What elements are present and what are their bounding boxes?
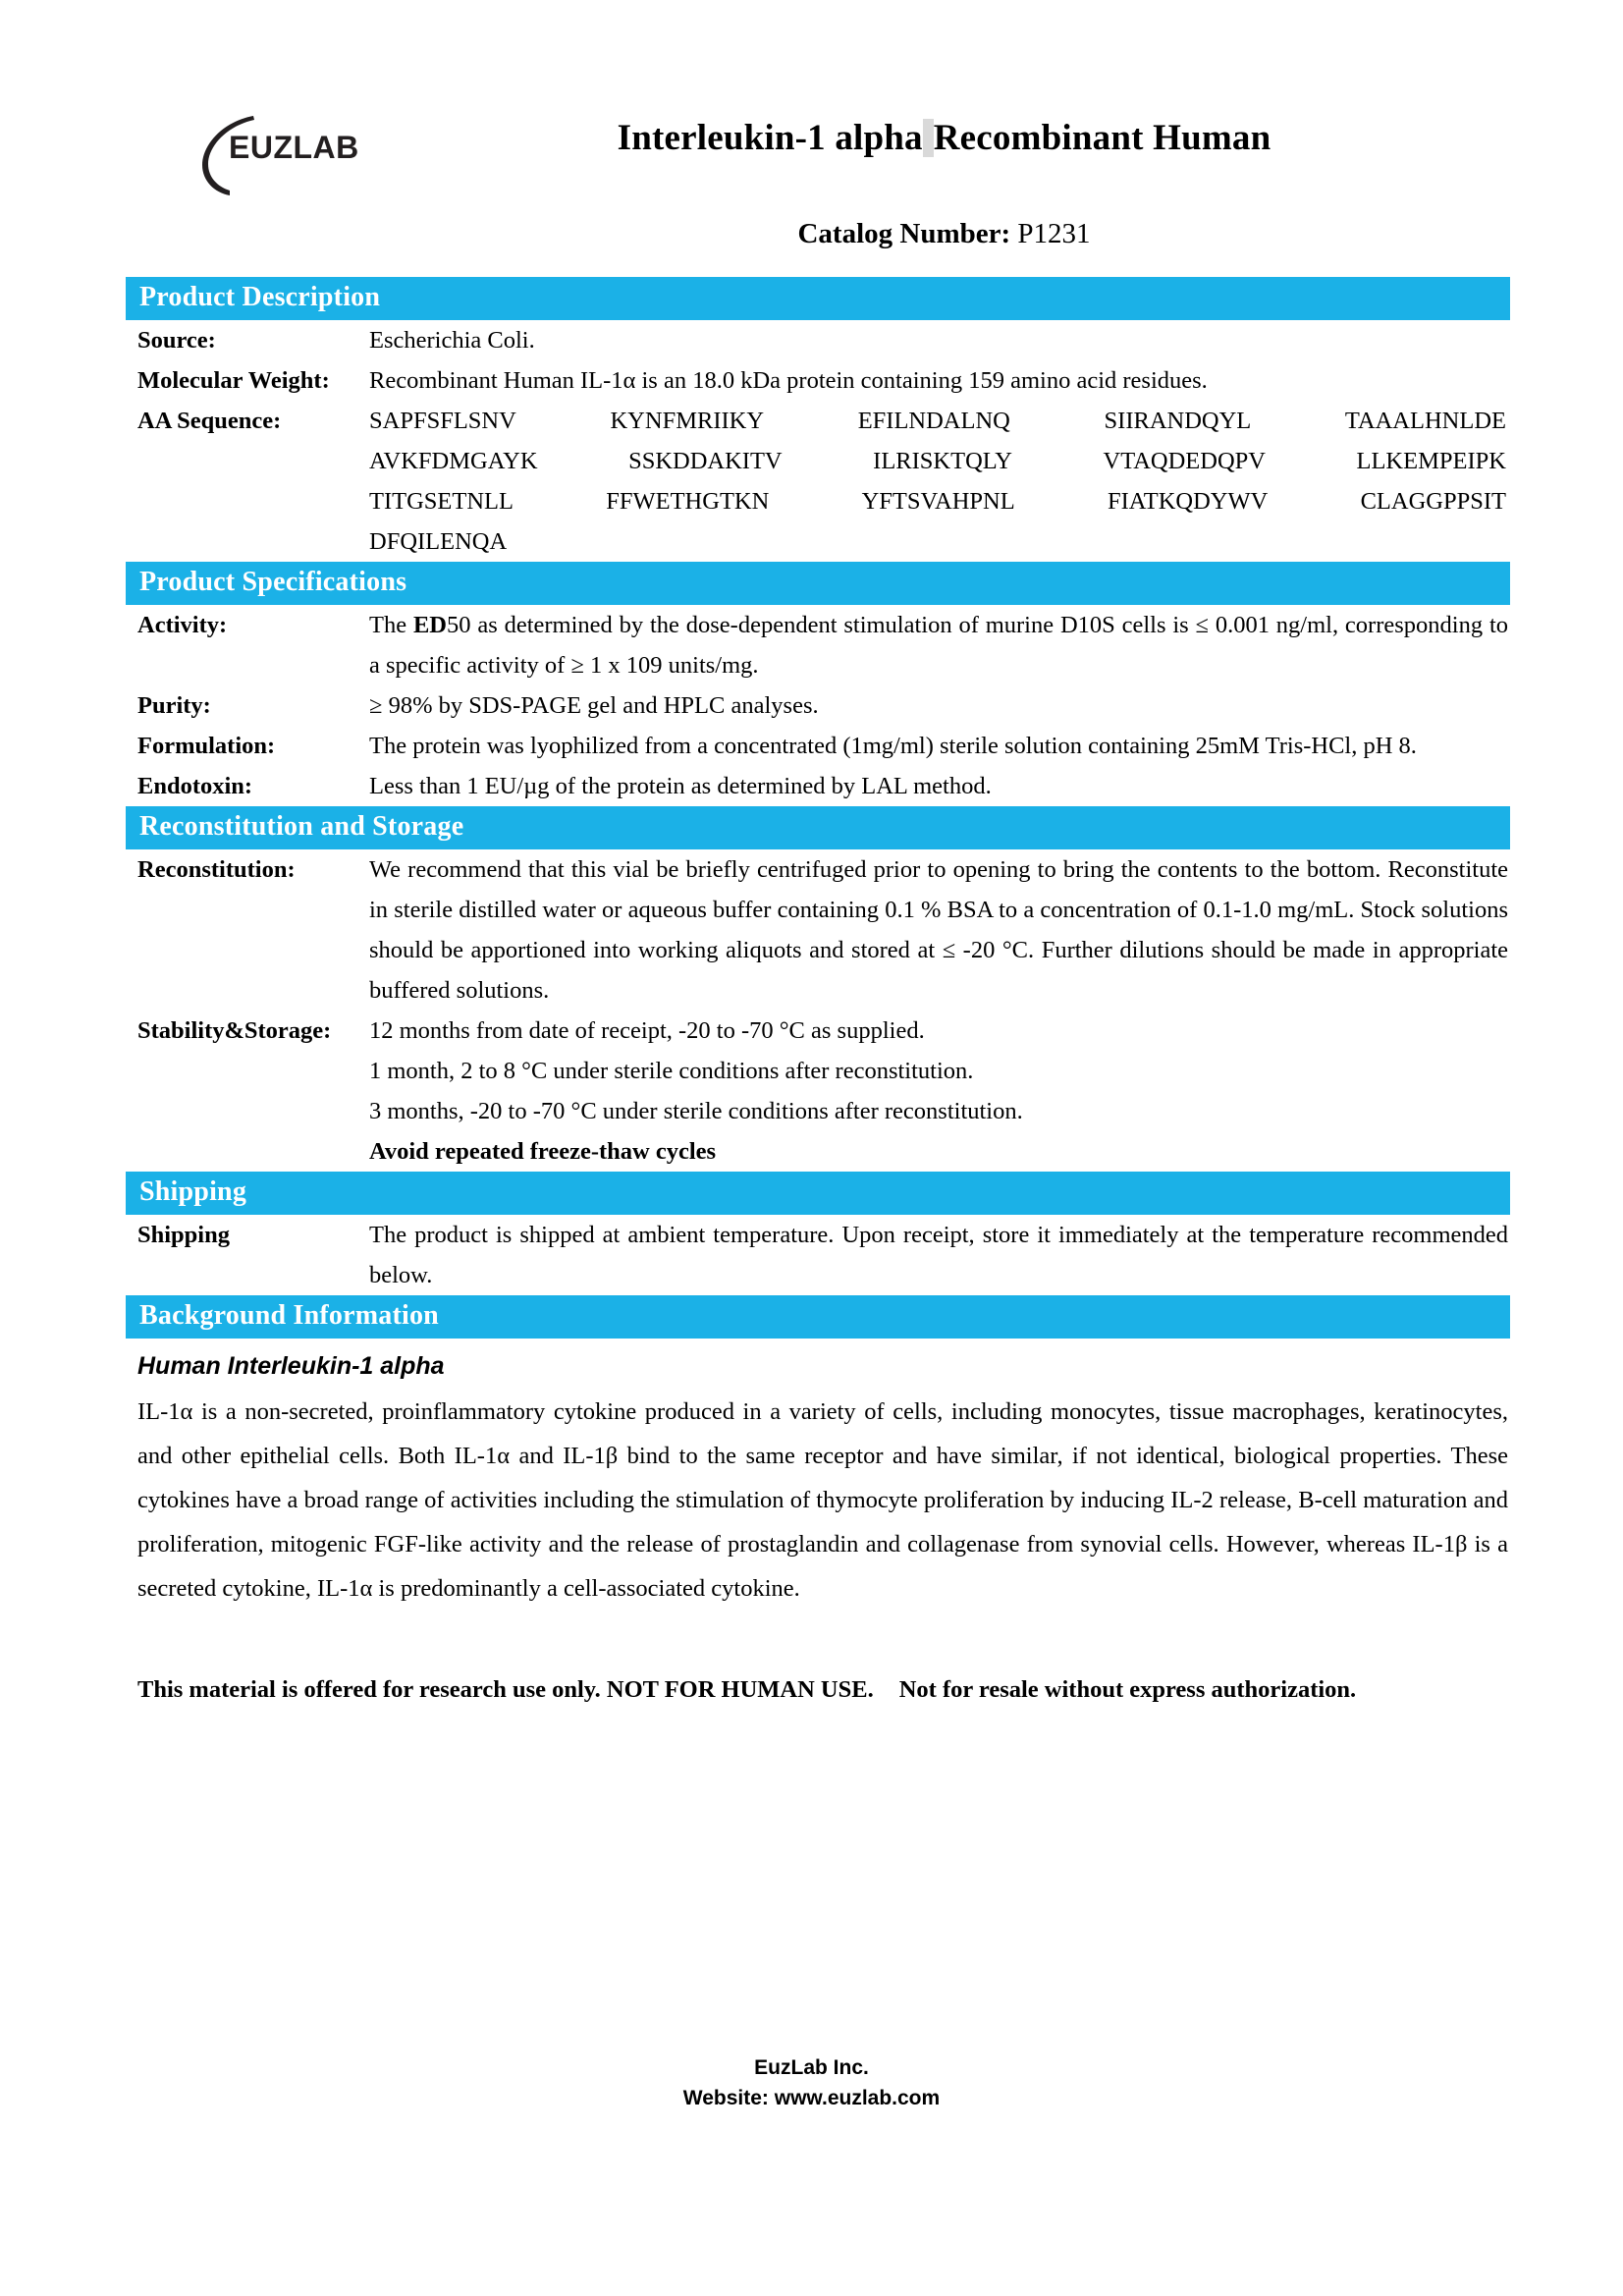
disclaimer-part2: Not for resale without express authorization. <box>898 1676 1357 1703</box>
row-shipping-value: The product is shipped at ambient temperature. Upon receipt, store it immediately at the temperature recommended below. <box>369 1222 1508 1288</box>
aa-sequence-line <box>369 401 1508 441</box>
row-reconstitution-value: We recommend that this vial be briefly centrifuged prior to opening to bring the contents to the bottom. Reconstitute in sterile distilled water or aqueous buffer containing 0.1 % BSA to a concentration of 0.1-1.0 mg/mL. Stock solutions should be apportioned into working aliquots and stored at ≤ -20 °C. Further dilutions should be made in appropriate buffered solutions. <box>369 856 1508 1004</box>
catalog-number-label: Catalog Number: <box>797 218 1011 249</box>
row-purity <box>126 685 1510 726</box>
title-analyte: Interleukin-1 alpha <box>617 118 923 158</box>
stability-line: 3 months, -20 to -70 °C under sterile conditions after reconstitution. <box>369 1098 1023 1124</box>
page-footer <box>0 2052 1623 2113</box>
aa-chunk: LLKEMPEIPK <box>1356 448 1506 474</box>
catalog-number-value: P1231 <box>1017 218 1091 249</box>
row-aa-sequence-label: AA Sequence: <box>137 408 282 434</box>
row-endotoxin-value: Less than 1 EU/µg of the protein as determined by LAL method. <box>369 773 992 799</box>
activity-ed-bold: ED <box>412 612 447 638</box>
page-header <box>126 0 1497 249</box>
section-header-product-description: Product Description <box>126 277 1510 320</box>
section-header-reconstitution-storage: Reconstitution and Storage <box>126 806 1510 849</box>
row-source-label: Source: <box>137 327 216 354</box>
row-reconstitution <box>126 849 1510 1011</box>
row-activity-label: Activity: <box>137 612 228 638</box>
aa-chunk: TITGSETNLL <box>369 488 514 515</box>
row-activity <box>126 605 1510 685</box>
aa-chunk: CLAGGPPSIT <box>1360 488 1506 515</box>
background-subheading: Human Interleukin-1 alpha <box>137 1352 445 1380</box>
row-activity-value <box>369 605 1510 685</box>
aa-sequence-line: DFQILENQA <box>369 528 508 555</box>
aa-chunk: EFILNDALNQ <box>857 408 1010 434</box>
row-formulation-label: Formulation: <box>137 733 276 759</box>
page-title <box>391 118 1497 160</box>
aa-chunk: AVKFDMGAYK <box>369 448 538 474</box>
section-header-background-information: Background Information <box>126 1295 1510 1339</box>
row-shipping-label: Shipping <box>137 1222 230 1248</box>
aa-chunk: FFWETHGTKN <box>606 488 770 515</box>
row-aa-sequence <box>126 401 1510 562</box>
row-purity-label: Purity: <box>137 692 211 719</box>
row-aa-sequence-value <box>369 401 1510 562</box>
footer-website: Website: www.euzlab.com <box>682 2087 941 2109</box>
aa-chunk: SSKDDAKITV <box>628 448 783 474</box>
row-stability-storage-value <box>369 1011 1510 1172</box>
logo-wordmark: EUZLAB <box>229 130 359 165</box>
footer-company: EuzLab Inc. <box>754 2056 869 2079</box>
row-purity-value: ≥ 98% by SDS-PAGE gel and HPLC analyses. <box>369 692 819 719</box>
section-header-product-specifications: Product Specifications <box>126 562 1510 605</box>
title-highlight-gap <box>923 119 934 157</box>
aa-chunk: SIIRANDQYL <box>1104 408 1252 434</box>
aa-sequence-line <box>369 481 1508 521</box>
disclaimer-part1: This material is offered for research use only. NOT FOR HUMAN USE. <box>137 1676 874 1703</box>
row-stability-storage-label: Stability&Storage: <box>137 1017 332 1044</box>
aa-chunk: SAPFSFLSNV <box>369 408 516 434</box>
row-endotoxin <box>126 766 1510 806</box>
background-paragraph: IL-1α is a non-secreted, proinflammatory cytokine produced in a variety of cells, including monocytes, tissue macrophages, keratinocytes, and other epithelial cells. Both IL-1α and IL-1β bind to the same receptor and have similar, if not identical, biological properties. These cytokines have a broad range of activities including the stimulation of thymocyte proliferation by inducing IL-2 release, B-cell maturation and proliferation, mitogenic FGF-like activity and the release of prostaglandin and collagenase from synovial cells. However, whereas IL-1β is a secreted cytokine, IL-1α is predominantly a cell-associated cytokine. <box>137 1398 1508 1602</box>
euzlab-logo <box>185 106 381 196</box>
title-suffix: Recombinant Human <box>933 118 1271 158</box>
aa-chunk: VTAQDEDQPV <box>1103 448 1266 474</box>
stability-line: 1 month, 2 to 8 °C under sterile conditions after reconstitution. <box>369 1058 974 1084</box>
row-reconstitution-label: Reconstitution: <box>137 856 296 883</box>
activity-rest: 50 as determined by the dose-dependent stimulation of murine D10S cells is ≤ 0.001 ng/ml, corresponding to a specific activity of ≥ 1 x 109 units/mg. <box>369 612 1508 679</box>
stability-line: 12 months from date of receipt, -20 to -70 °C as supplied. <box>369 1017 925 1044</box>
row-molecular-weight-label: Molecular Weight: <box>137 367 330 394</box>
datasheet-body <box>126 277 1510 1712</box>
row-endotoxin-label: Endotoxin: <box>137 773 253 799</box>
row-molecular-weight-value: Recombinant Human IL-1α is an 18.0 kDa protein containing 159 amino acid residues. <box>369 367 1208 394</box>
aa-chunk: FIATKQDYWV <box>1107 488 1269 515</box>
row-source-value: Escherichia Coli. <box>369 327 535 354</box>
row-shipping <box>126 1215 1510 1295</box>
aa-chunk: YFTSVAHPNL <box>861 488 1015 515</box>
research-use-disclaimer <box>126 1611 1510 1712</box>
row-molecular-weight <box>126 360 1510 401</box>
aa-chunk: TAAALHNLDE <box>1344 408 1506 434</box>
section-header-shipping: Shipping <box>126 1172 1510 1215</box>
row-source <box>126 320 1510 360</box>
aa-chunk: KYNFMRIIKY <box>610 408 765 434</box>
row-formulation <box>126 726 1510 766</box>
row-stability-storage <box>126 1011 1510 1172</box>
stability-warning: Avoid repeated freeze-thaw cycles <box>369 1138 717 1165</box>
aa-sequence-line <box>369 441 1508 481</box>
aa-chunk: ILRISKTQLY <box>873 448 1012 474</box>
activity-prefix: The <box>369 612 413 638</box>
row-formulation-value: The protein was lyophilized from a concentrated (1mg/ml) sterile solution containing 25mM Tris-HCl, pH 8. <box>369 733 1417 759</box>
catalog-number <box>391 218 1497 250</box>
